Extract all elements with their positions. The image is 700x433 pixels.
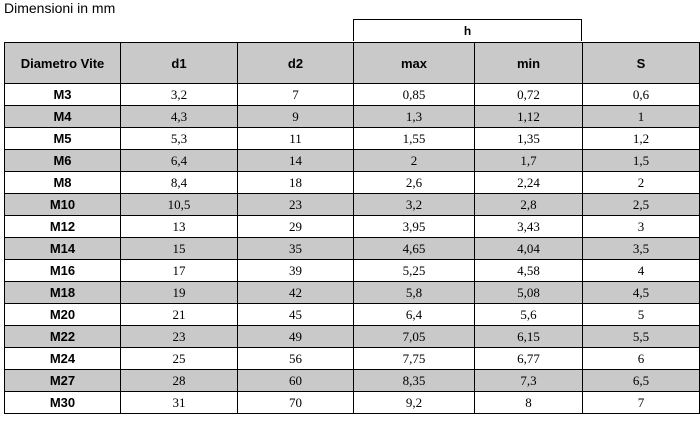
cell-d1: 5,3: [121, 128, 238, 150]
table-row: [5, 128, 700, 150]
cell-s: 4,5: [583, 282, 700, 304]
cell-s: 7: [583, 392, 700, 414]
cell-max: 3,2: [354, 194, 475, 216]
table-row: [5, 370, 700, 392]
col-header-d2: d2: [238, 43, 354, 84]
table-body: [5, 84, 700, 414]
col-header-min: min: [475, 43, 583, 84]
cell-min: 3,43: [475, 216, 583, 238]
cell-d2: 45: [238, 304, 354, 326]
table-row: [5, 216, 700, 238]
cell-max: 3,95: [354, 216, 475, 238]
cell-max: 9,2: [354, 392, 475, 414]
cell-vite: M16: [5, 260, 121, 282]
cell-d1: 17: [121, 260, 238, 282]
cell-min: 1,12: [475, 106, 583, 128]
cell-max: 7,75: [354, 348, 475, 370]
table-row: [5, 304, 700, 326]
cell-s: 1,5: [583, 150, 700, 172]
cell-vite: M18: [5, 282, 121, 304]
table-row: [5, 348, 700, 370]
cell-d1: 28: [121, 370, 238, 392]
cell-d1: 6,4: [121, 150, 238, 172]
cell-max: 0,85: [354, 84, 475, 106]
cell-vite: M5: [5, 128, 121, 150]
cell-s: 0,6: [583, 84, 700, 106]
cell-vite: M20: [5, 304, 121, 326]
cell-d2: 70: [238, 392, 354, 414]
cell-max: 4,65: [354, 238, 475, 260]
table-row: [5, 106, 700, 128]
cell-max: 2,6: [354, 172, 475, 194]
cell-d1: 23: [121, 326, 238, 348]
cell-min: 7,3: [475, 370, 583, 392]
cell-min: 0,72: [475, 84, 583, 106]
cell-vite: M27: [5, 370, 121, 392]
cell-vite: M12: [5, 216, 121, 238]
cell-max: 5,25: [354, 260, 475, 282]
cell-vite: M10: [5, 194, 121, 216]
cell-d1: 13: [121, 216, 238, 238]
cell-d2: 14: [238, 150, 354, 172]
cell-max: 1,3: [354, 106, 475, 128]
cell-d1: 4,3: [121, 106, 238, 128]
cell-d1: 10,5: [121, 194, 238, 216]
col-header-diametro-vite: Diametro Vite: [5, 43, 121, 84]
cell-max: 8,35: [354, 370, 475, 392]
table-row: [5, 260, 700, 282]
cell-vite: M8: [5, 172, 121, 194]
cell-max: 2: [354, 150, 475, 172]
dimensions-table: [4, 42, 700, 414]
cell-vite: M22: [5, 326, 121, 348]
cell-s: 3: [583, 216, 700, 238]
table-row: [5, 194, 700, 216]
cell-min: 5,6: [475, 304, 583, 326]
cell-min: 1,35: [475, 128, 583, 150]
cell-d2: 7: [238, 84, 354, 106]
header-row: [5, 43, 700, 84]
cell-s: 1,2: [583, 128, 700, 150]
cell-s: 6: [583, 348, 700, 370]
cell-s: 5,5: [583, 326, 700, 348]
col-header-s: S: [583, 43, 700, 84]
cell-min: 2,8: [475, 194, 583, 216]
cell-d2: 49: [238, 326, 354, 348]
cell-max: 1,55: [354, 128, 475, 150]
cell-d2: 9: [238, 106, 354, 128]
cell-d1: 21: [121, 304, 238, 326]
cell-d2: 29: [238, 216, 354, 238]
cell-d2: 39: [238, 260, 354, 282]
cell-s: 6,5: [583, 370, 700, 392]
table-row: [5, 282, 700, 304]
table-row: [5, 150, 700, 172]
cell-d2: 42: [238, 282, 354, 304]
cell-d1: 25: [121, 348, 238, 370]
cell-max: 5,8: [354, 282, 475, 304]
cell-vite: M14: [5, 238, 121, 260]
cell-min: 2,24: [475, 172, 583, 194]
table-row: [5, 84, 700, 106]
cell-vite: M24: [5, 348, 121, 370]
cell-min: 5,08: [475, 282, 583, 304]
table-row: [5, 238, 700, 260]
cell-d1: 8,4: [121, 172, 238, 194]
cell-d1: 3,2: [121, 84, 238, 106]
cell-min: 6,77: [475, 348, 583, 370]
cell-min: 4,04: [475, 238, 583, 260]
col-header-max: max: [354, 43, 475, 84]
caption: Dimensioni in mm: [4, 0, 116, 16]
cell-d2: 18: [238, 172, 354, 194]
group-header-h: h: [353, 19, 582, 41]
cell-min: 1,7: [475, 150, 583, 172]
cell-d1: 15: [121, 238, 238, 260]
table-row: [5, 326, 700, 348]
cell-s: 4: [583, 260, 700, 282]
table-row: [5, 392, 700, 414]
col-header-d1: d1: [121, 43, 238, 84]
cell-min: 6,15: [475, 326, 583, 348]
cell-d2: 60: [238, 370, 354, 392]
cell-vite: M4: [5, 106, 121, 128]
cell-s: 3,5: [583, 238, 700, 260]
table-row: [5, 172, 700, 194]
cell-d2: 11: [238, 128, 354, 150]
cell-s: 1: [583, 106, 700, 128]
cell-min: 8: [475, 392, 583, 414]
cell-vite: M30: [5, 392, 121, 414]
cell-s: 2: [583, 172, 700, 194]
cell-d1: 19: [121, 282, 238, 304]
cell-s: 2,5: [583, 194, 700, 216]
cell-min: 4,58: [475, 260, 583, 282]
cell-s: 5: [583, 304, 700, 326]
cell-vite: M6: [5, 150, 121, 172]
cell-d1: 31: [121, 392, 238, 414]
cell-max: 7,05: [354, 326, 475, 348]
cell-vite: M3: [5, 84, 121, 106]
cell-d2: 23: [238, 194, 354, 216]
cell-max: 6,4: [354, 304, 475, 326]
cell-d2: 56: [238, 348, 354, 370]
cell-d2: 35: [238, 238, 354, 260]
